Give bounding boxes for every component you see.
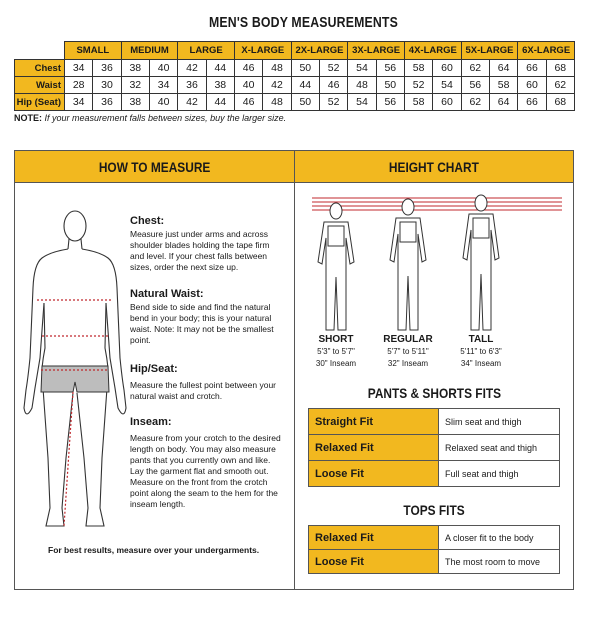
size-cell: 64	[489, 94, 517, 111]
size-header: X-LARGE	[234, 42, 291, 60]
size-cell: 60	[433, 60, 461, 77]
size-cell: 40	[149, 94, 177, 111]
size-cell: 34	[65, 60, 93, 77]
regular-figure	[386, 198, 430, 332]
chest-text: Measure just under arms and across shoulder blades holding the tape firm and level. If your chest falls between sizes, order the next size up.	[130, 229, 270, 272]
fit-description: Relaxed seat and thigh	[439, 435, 560, 461]
size-cell: 44	[206, 94, 234, 111]
height-chart-title: HEIGHT CHART	[389, 159, 479, 175]
fit-name: Relaxed Fit	[309, 435, 439, 461]
size-cell: 58	[489, 77, 517, 94]
size-cell: 62	[546, 77, 574, 94]
tall-label: TALL	[468, 334, 494, 345]
guide-divider	[294, 150, 295, 590]
size-cell: 66	[518, 60, 546, 77]
header-corner	[15, 42, 65, 60]
note-label: NOTE:	[14, 113, 42, 123]
fit-name: Loose Fit	[309, 550, 439, 574]
short-range: 5'3" to 5'7"	[317, 347, 355, 356]
fit-row	[309, 461, 560, 487]
size-cell: 64	[489, 60, 517, 77]
size-cell: 56	[376, 94, 404, 111]
size-cell: 36	[93, 60, 121, 77]
tops-fits-heading: TOPS FITS	[403, 502, 465, 518]
fit-description: Full seat and thigh	[439, 461, 560, 487]
size-cell: 44	[291, 77, 319, 94]
size-table-body	[15, 60, 575, 111]
size-cell: 50	[291, 60, 319, 77]
size-cell: 58	[404, 60, 432, 77]
size-row	[15, 77, 575, 94]
size-cell: 48	[348, 77, 376, 94]
size-cell: 32	[121, 77, 149, 94]
regular-range: 5'7" to 5'11"	[387, 347, 429, 356]
waist-text: Bend side to side and find the natural bend in your body; this is your natural waist. Note: It may not be the smallest point.	[130, 302, 274, 345]
short-figure	[314, 202, 358, 332]
page-title: MEN'S BODY MEASUREMENTS	[209, 14, 398, 31]
size-cell: 44	[206, 60, 234, 77]
note-text: If your measurement falls between sizes, buy the larger size.	[44, 113, 287, 123]
size-header-row	[15, 42, 575, 60]
body-diagram	[20, 208, 130, 538]
size-header: 6X-LARGE	[518, 42, 575, 60]
size-cell: 62	[461, 94, 489, 111]
size-header: LARGE	[178, 42, 235, 60]
waist-title: Natural Waist:	[130, 288, 204, 300]
inseam-title: Inseam:	[130, 416, 172, 428]
size-cell: 46	[319, 77, 347, 94]
size-cell: 60	[433, 94, 461, 111]
size-cell: 52	[319, 94, 347, 111]
size-cell: 50	[291, 94, 319, 111]
size-cell: 46	[234, 94, 262, 111]
hip-text: Measure the fullest point between your natural waist and crotch.	[130, 380, 277, 401]
size-cell: 50	[376, 77, 404, 94]
tops-fits-title	[295, 502, 573, 518]
short-label: SHORT	[318, 334, 354, 345]
row-label: Hip (Seat)	[15, 94, 65, 111]
size-cell: 42	[263, 77, 291, 94]
size-cell: 56	[376, 60, 404, 77]
size-cell: 46	[234, 60, 262, 77]
size-cell: 48	[263, 94, 291, 111]
tall-range: 5'11" to 6'3"	[460, 347, 502, 356]
short-inseam: 30" Inseam	[315, 359, 357, 368]
size-cell: 66	[518, 94, 546, 111]
size-cell: 42	[178, 94, 206, 111]
size-cell: 62	[461, 60, 489, 77]
size-cell: 40	[234, 77, 262, 94]
size-cell: 34	[65, 94, 93, 111]
tall-figure	[459, 194, 503, 332]
size-header: 4X-LARGE	[404, 42, 461, 60]
size-row	[15, 60, 575, 77]
size-cell: 34	[149, 77, 177, 94]
size-row	[15, 94, 575, 111]
inseam-text: Measure from your crotch to the desired length on body. You may also measure pants that you currently own and like. Lay the garment flat and smooth out. Measure on the front from the crotch point along the seam to the hem for the inseam length.	[130, 433, 281, 509]
size-header: SMALL	[65, 42, 122, 60]
row-label: Chest	[15, 60, 65, 77]
how-to-measure-title: HOW TO MEASURE	[98, 159, 211, 175]
size-cell: 28	[65, 77, 93, 94]
size-cell: 52	[404, 77, 432, 94]
pants-fits-heading: PANTS & SHORTS FITS	[367, 385, 501, 401]
size-cell: 40	[149, 60, 177, 77]
size-header: MEDIUM	[121, 42, 178, 60]
size-cell: 38	[206, 77, 234, 94]
pants-fits-title	[295, 385, 573, 401]
size-cell: 60	[518, 77, 546, 94]
chest-title: Chest:	[130, 215, 165, 227]
fit-name: Loose Fit	[309, 461, 439, 487]
size-table	[14, 41, 575, 111]
hip-title: Hip/Seat:	[130, 363, 178, 375]
size-header: 2X-LARGE	[291, 42, 348, 60]
size-cell: 36	[93, 94, 121, 111]
pants-fits-table	[308, 408, 560, 487]
size-cell: 56	[461, 77, 489, 94]
size-cell: 38	[121, 94, 149, 111]
size-cell: 38	[121, 60, 149, 77]
tops-fits-table	[308, 525, 560, 574]
size-cell: 48	[263, 60, 291, 77]
row-label: Waist	[15, 77, 65, 94]
size-cell: 68	[546, 94, 574, 111]
size-cell: 52	[319, 60, 347, 77]
height-chart-header	[295, 151, 573, 183]
size-header: 5X-LARGE	[461, 42, 518, 60]
fit-row	[309, 409, 560, 435]
fit-row	[309, 550, 560, 574]
fit-row	[309, 435, 560, 461]
fit-name: Relaxed Fit	[309, 526, 439, 550]
fit-name: Straight Fit	[309, 409, 439, 435]
size-cell: 42	[178, 60, 206, 77]
size-note	[14, 113, 286, 123]
size-cell: 58	[404, 94, 432, 111]
fit-row	[309, 526, 560, 550]
regular-label: REGULAR	[383, 334, 433, 345]
size-cell: 30	[93, 77, 121, 94]
size-cell: 54	[348, 60, 376, 77]
tall-inseam: 34" Inseam	[460, 359, 502, 368]
size-cell: 36	[178, 77, 206, 94]
size-cell: 68	[546, 60, 574, 77]
size-header: 3X-LARGE	[348, 42, 405, 60]
fit-description: Slim seat and thigh	[439, 409, 560, 435]
regular-inseam: 32" Inseam	[387, 359, 429, 368]
how-to-measure-header	[15, 151, 294, 183]
measure-footer: For best results, measure over your undergarments.	[48, 545, 260, 555]
size-cell: 54	[433, 77, 461, 94]
fit-description: The most room to move	[439, 550, 560, 574]
size-cell: 54	[348, 94, 376, 111]
fit-description: A closer fit to the body	[439, 526, 560, 550]
